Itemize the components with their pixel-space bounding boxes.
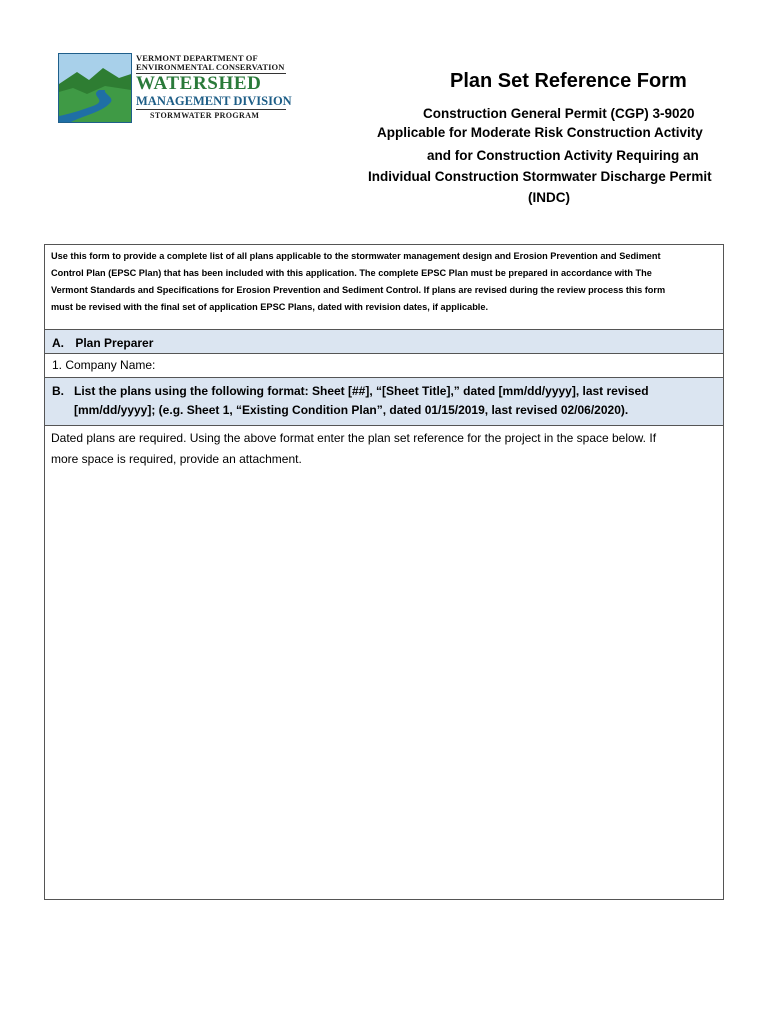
logo-line-2: ENVIRONMENTAL CONSERVATION: [136, 62, 285, 72]
section-b-line-2: [mm/dd/yyyy]; (e.g. Sheet 1, “Existing Condition Plan”, dated 01/15/2019, last revised 02/06/2020).: [74, 403, 629, 417]
logo-line-4: MANAGEMENT DIVISION: [136, 94, 292, 108]
logo-line-5: STORMWATER PROGRAM: [150, 111, 260, 120]
vt-dec-logo: [58, 53, 292, 123]
instructions-line-1: Dated plans are required. Using the above format enter the plan set reference for the project in the space below. If: [51, 431, 657, 445]
intro-line: Control Plan (EPSC Plan) that has been included with this application. The complete EPSC Plan must be prepared in accordance with The: [51, 268, 652, 278]
subtitle-line-4: Individual Construction Stormwater Discharge Permit: [368, 169, 712, 184]
intro-text: [44, 244, 724, 330]
section-b-label: B.: [52, 384, 64, 398]
logo-line-3: WATERSHED: [136, 73, 262, 94]
form-title: Plan Set Reference Form: [450, 70, 687, 92]
company-name-field[interactable]: [45, 354, 723, 378]
intro-line: Use this form to provide a complete list of all plans applicable to the stormwater management design and Erosion Prevention and Sediment: [51, 251, 661, 261]
subtitle-line-3: and for Construction Activity Requiring an: [427, 148, 699, 163]
plan-list-area[interactable]: [51, 428, 716, 470]
section-a-header: [45, 330, 723, 354]
subtitle-line-2: Applicable for Moderate Risk Construction Activity: [377, 125, 703, 140]
logo-wordmark: [136, 53, 292, 121]
section-a-label: A.: [52, 336, 64, 350]
section-b-line-1: List the plans using the following format: Sheet [##], “[Sheet Title],” dated [mm/dd/yyyy], last revised: [74, 384, 649, 398]
watershed-logo-image: [58, 53, 132, 123]
section-b-header: [45, 378, 723, 426]
subtitle-line-5: (INDC): [528, 190, 570, 205]
intro-line: must be revised with the final set of application EPSC Plans, dated with revision dates, if applicable.: [51, 302, 489, 312]
company-name-label: 1. Company Name:: [52, 358, 156, 372]
subtitle-line-1: Construction General Permit (CGP) 3-9020: [423, 106, 695, 121]
logo-line-1: VERMONT DEPARTMENT OF: [136, 53, 258, 63]
section-a-title: Plan Preparer: [75, 336, 154, 350]
instructions-line-2: more space is required, provide an attachment.: [51, 452, 302, 466]
intro-line: Vermont Standards and Specifications for Erosion Prevention and Sediment Control. If plans are revised during the review process this form: [51, 285, 666, 295]
